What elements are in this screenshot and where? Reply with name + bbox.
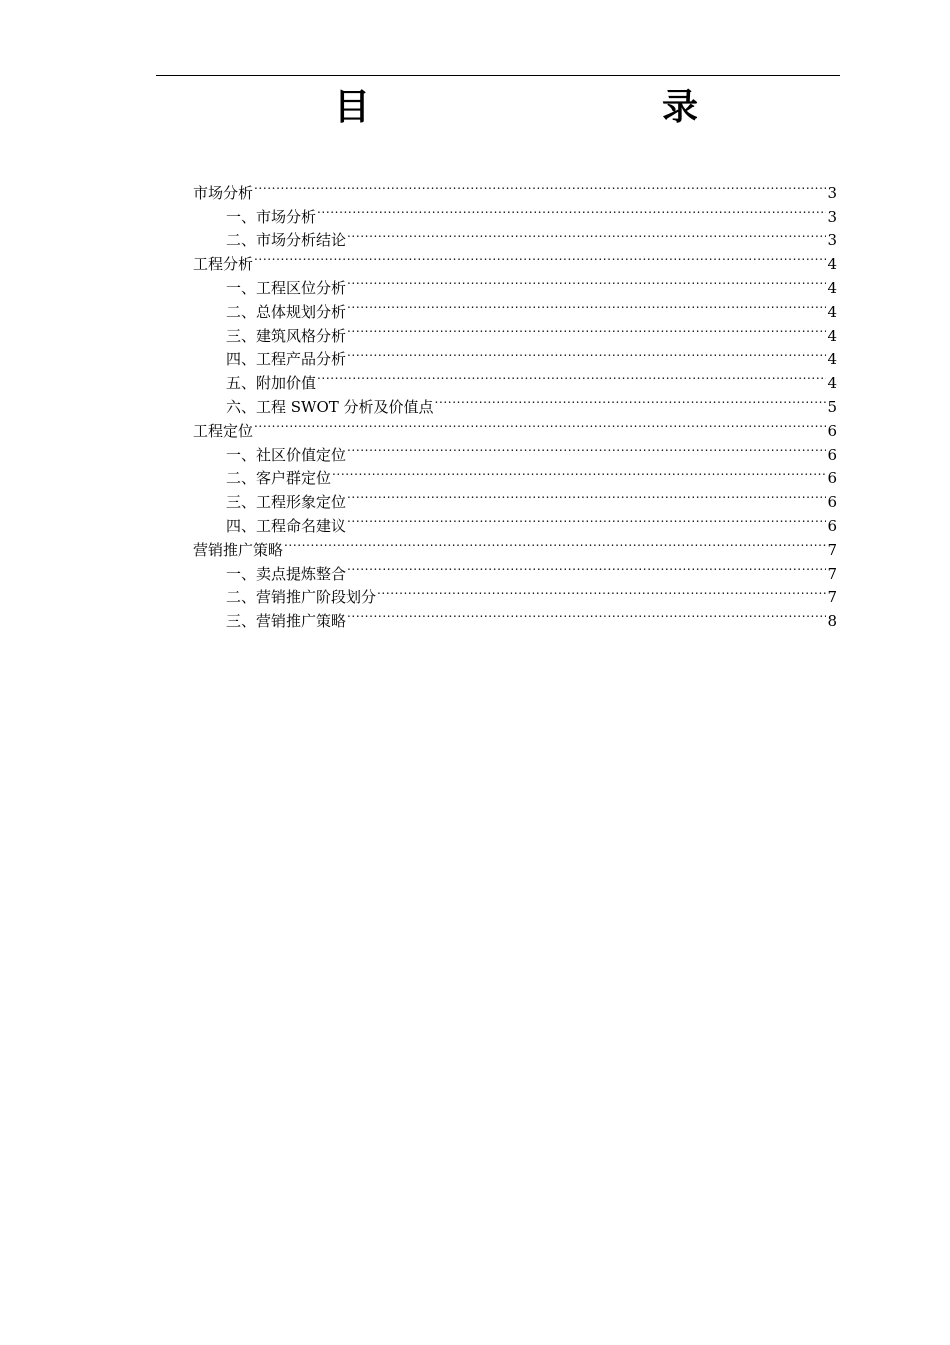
toc-entry-page-number: 5 bbox=[827, 397, 837, 416]
toc-entry-page-number: 4 bbox=[827, 278, 837, 297]
toc-entry-label: 六、工程 SWOT 分析及价值点 bbox=[226, 397, 434, 416]
toc-dot-leader bbox=[254, 412, 826, 436]
toc-dot-leader bbox=[347, 436, 826, 460]
toc-dot-leader bbox=[347, 507, 826, 531]
toc-entry[interactable] bbox=[193, 555, 837, 583]
toc-dot-leader bbox=[377, 579, 826, 603]
toc-entry-label: 三、建筑风格分析 bbox=[226, 326, 347, 345]
toc-entry[interactable] bbox=[193, 269, 837, 297]
toc-dot-leader bbox=[347, 341, 826, 365]
toc-dot-leader bbox=[347, 317, 826, 341]
title-char-1: 目 bbox=[334, 87, 371, 128]
toc-entry-page-number: 7 bbox=[827, 564, 837, 583]
toc-entry-label: 营销推广策略 bbox=[193, 540, 284, 559]
toc-entry-label: 市场分析 bbox=[193, 183, 254, 202]
toc-dot-leader bbox=[254, 174, 826, 198]
toc-entry-label: 一、市场分析 bbox=[226, 207, 317, 226]
header-rule bbox=[156, 75, 840, 76]
toc-entry-page-number: 6 bbox=[827, 493, 837, 512]
table-of-contents bbox=[193, 174, 837, 631]
toc-entry-page-number: 6 bbox=[827, 469, 837, 488]
toc-entry-page-number: 4 bbox=[827, 255, 837, 274]
toc-entry[interactable] bbox=[193, 436, 837, 464]
page-title bbox=[156, 86, 840, 130]
toc-entry[interactable] bbox=[193, 245, 837, 274]
title-char-2: 录 bbox=[662, 87, 699, 128]
toc-entry-page-number: 4 bbox=[827, 326, 837, 345]
toc-entry-label: 工程定位 bbox=[193, 421, 254, 440]
toc-entry-label: 四、工程产品分析 bbox=[226, 350, 347, 369]
toc-entry-page-number: 4 bbox=[827, 350, 837, 369]
toc-dot-leader bbox=[317, 364, 826, 388]
toc-entry-page-number: 3 bbox=[827, 207, 837, 226]
toc-entry-label: 一、卖点提炼整合 bbox=[226, 564, 347, 583]
toc-entry-label: 工程分析 bbox=[193, 255, 254, 274]
toc-entry-page-number: 8 bbox=[827, 612, 837, 631]
toc-entry-label: 四、工程命名建议 bbox=[226, 516, 347, 535]
toc-dot-leader bbox=[284, 531, 826, 555]
toc-dot-leader bbox=[347, 483, 826, 507]
toc-entry-page-number: 3 bbox=[827, 183, 837, 202]
toc-entry-page-number: 6 bbox=[827, 445, 837, 464]
toc-entry-page-number: 4 bbox=[827, 302, 837, 321]
toc-entry[interactable] bbox=[193, 531, 837, 559]
toc-entry-label: 五、附加价值 bbox=[226, 374, 317, 393]
toc-entry-label: 三、工程形象定位 bbox=[226, 493, 347, 512]
toc-entry-page-number: 4 bbox=[827, 374, 837, 393]
toc-entry[interactable] bbox=[193, 174, 837, 202]
toc-dot-leader bbox=[435, 388, 827, 412]
toc-dot-leader bbox=[347, 602, 826, 626]
toc-entry-page-number: 7 bbox=[827, 540, 837, 559]
toc-entry-page-number: 6 bbox=[827, 421, 837, 440]
toc-entry-page-number: 3 bbox=[827, 231, 837, 250]
toc-entry-page-number: 7 bbox=[827, 588, 837, 607]
toc-entry-label: 一、工程区位分析 bbox=[226, 278, 347, 297]
toc-entry-page-number: 6 bbox=[827, 516, 837, 535]
toc-dot-leader bbox=[347, 269, 826, 293]
toc-dot-leader bbox=[347, 293, 826, 317]
toc-dot-leader bbox=[332, 460, 826, 484]
toc-entry-label: 二、总体规划分析 bbox=[226, 302, 347, 321]
toc-entry[interactable] bbox=[193, 198, 837, 226]
toc-dot-leader bbox=[347, 222, 826, 246]
toc-entry[interactable] bbox=[193, 412, 837, 440]
toc-entry-label: 二、市场分析结论 bbox=[226, 231, 347, 250]
toc-dot-leader bbox=[254, 245, 826, 269]
toc-entry-label: 二、营销推广阶段划分 bbox=[226, 588, 377, 607]
toc-entry-label: 三、营销推广策略 bbox=[226, 612, 347, 631]
toc-dot-leader bbox=[317, 198, 826, 222]
toc-entry-label: 一、社区价值定位 bbox=[226, 445, 347, 464]
toc-dot-leader bbox=[347, 555, 826, 579]
toc-entry-label: 二、客户群定位 bbox=[226, 469, 332, 488]
